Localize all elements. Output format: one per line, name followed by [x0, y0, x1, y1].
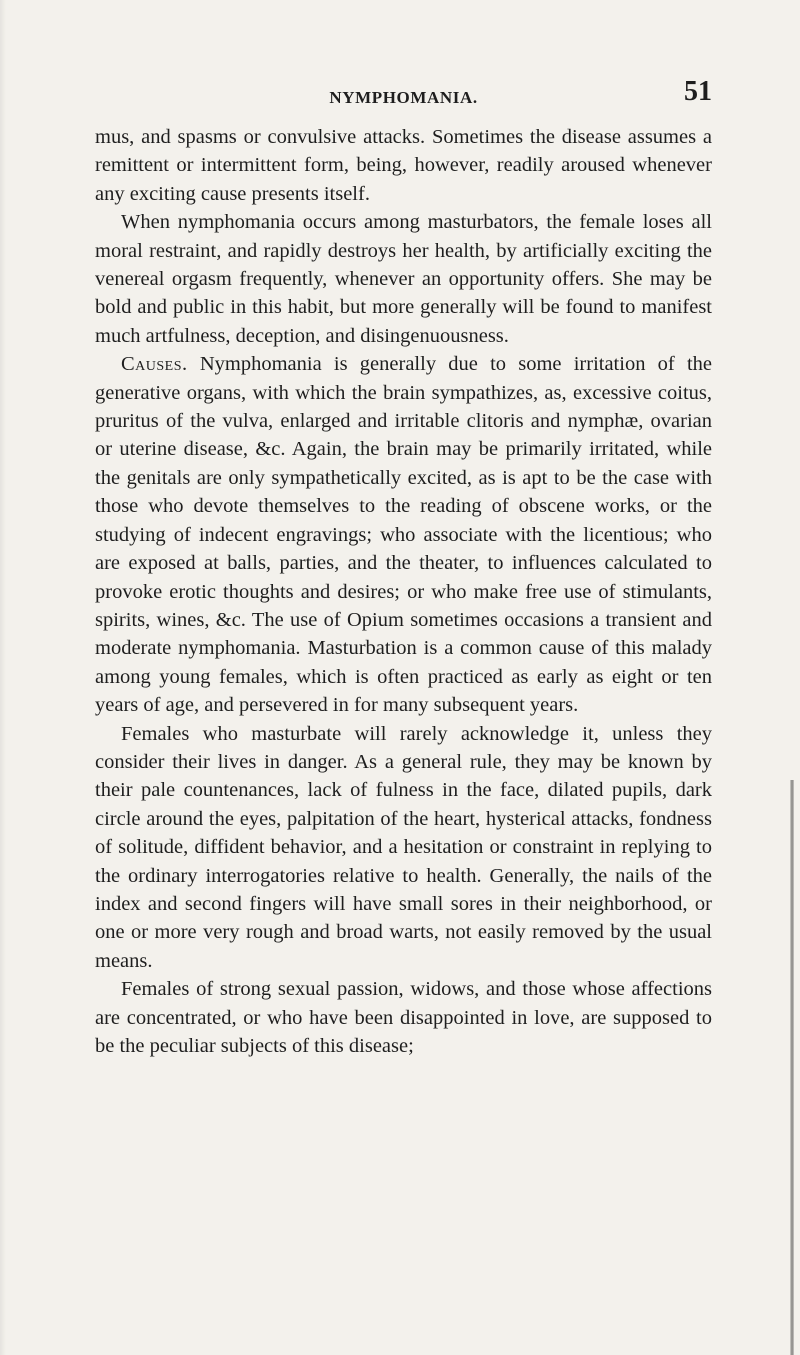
running-title: NYMPHOMANIA.	[329, 88, 478, 107]
paragraph-4	[95, 720, 712, 976]
paragraph-1	[95, 123, 712, 208]
binding-edge-line	[790, 780, 794, 1355]
paragraph-5-text: Females of strong sexual passion, widows, and those whose affections are concentrated, or who have been disappointed in love, are supposed to be the peculiar subjects of this disease;	[95, 978, 712, 1057]
paragraph-2	[95, 208, 712, 350]
body-text	[95, 123, 712, 1060]
paragraph-1-text: mus, and spasms or convulsive attacks. Sometimes the disease assumes a remittent or intermittent form, being, however, readily aroused whenever any exciting cause presents itself.	[95, 126, 712, 205]
paragraph-2-text: When nymphomania occurs among masturbators, the female loses all moral restraint, and rapidly destroys her health, by artificially exciting the venereal orgasm frequently, whenever an opportunity offers. She may be bold and public in this habit, but more generally will be found to manifest much artfulness, deception, and disingenuousness.	[95, 211, 712, 347]
paragraph-3-text: Nymphomania is generally due to some irritation of the generative organs, with which the brain sympathizes, as, excessive coitus, pruritus of the vulva, enlarged and irritable clitoris and nymphæ, ovarian or uterine disease, &c. Again, the brain may be primarily irritated, while the genitals are only sympathetically excited, as is apt to be the case with those who devote themselves to the reading of obscene works, or the studying of indecent engravings; who associate with the licentious; who are exposed at balls, parties, and the theater, to influences calculated to provoke erotic thoughts and desires; or who make free use of stimulants, spirits, wines, &c. The use of Opium sometimes occasions a transient and moderate nymphomania. Masturbation is a common cause of this malady among young females, which is often practiced as early as eight or ten years of age, and persevered in for many subsequent years.	[95, 353, 712, 717]
paragraph-4-text: Females who masturbate will rarely acknowledge it, unless they consider their lives in danger. As a general rule, they may be known by their pale countenances, lack of fulness in the face, dilated pupils, dark circle around the eyes, palpitation of the heart, hysterical attacks, fondness of solitude, diffident behavior, and a hesitation or constraint in replying to the ordinary interrogatories relative to health. Generally, the nails of the index and second fingers will have small sores in their neighborhood, or one or more very rough and broad warts, not easily removed by the usual means.	[95, 722, 712, 972]
paragraph-5	[95, 975, 712, 1060]
section-lead-causes: Causes.	[121, 353, 188, 376]
page-header	[95, 78, 712, 112]
page-edge-shadow	[0, 0, 6, 1355]
page-number: 51	[684, 76, 712, 107]
paragraph-3	[95, 350, 712, 719]
